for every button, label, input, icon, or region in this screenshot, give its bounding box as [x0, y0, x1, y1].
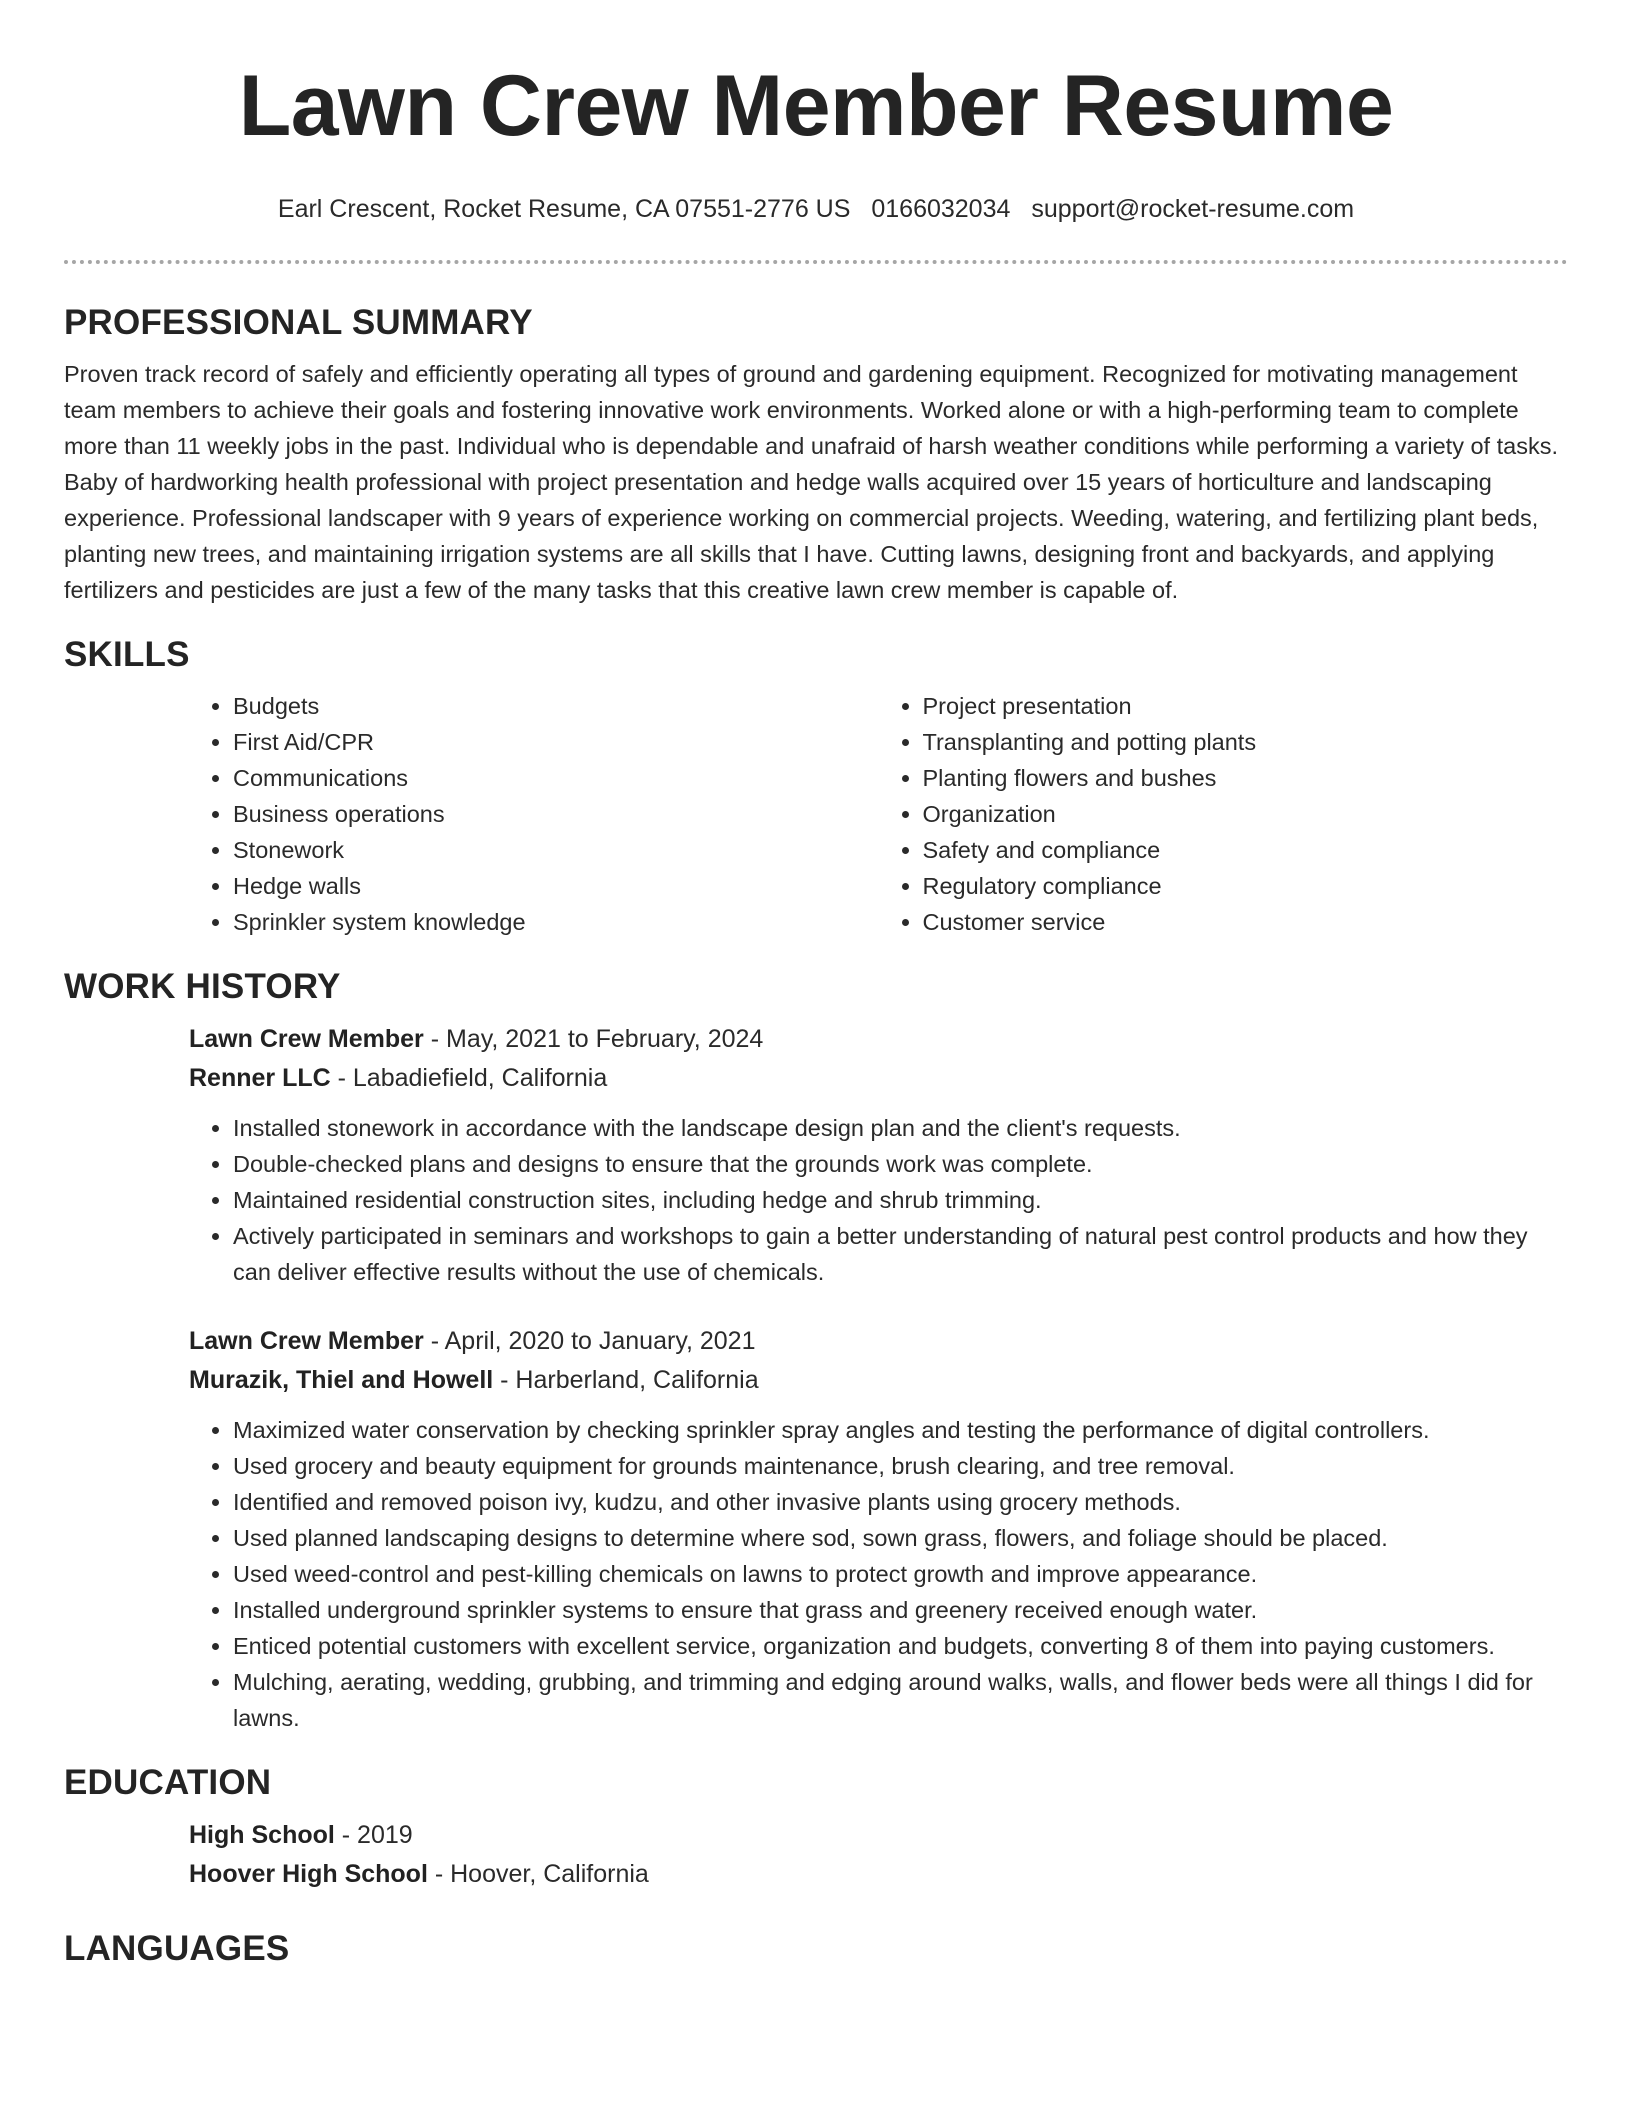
contact-phone: 0166032034 [871, 195, 1011, 223]
job-bullet: • Used planned landscaping designs to determine where sod, sown grass, flowers, and foliage should be placed. [233, 1520, 1568, 1556]
languages-heading: LANGUAGES [64, 1929, 290, 1968]
job-location: - Harberland, California [493, 1366, 759, 1394]
job-bullets [189, 1110, 1568, 1290]
work-heading: WORK HISTORY [64, 967, 341, 1006]
skills-right-list [879, 688, 1569, 940]
skill-item: • First Aid/CPR [233, 724, 879, 760]
job-dates: - May, 2021 to February, 2024 [423, 1025, 764, 1053]
job-company-line [189, 1059, 1568, 1098]
job-bullet: • Used weed-control and pest-killing chemicals on lawns to protect growth and improve appearance. [233, 1556, 1568, 1592]
skill-item: • Transplanting and potting plants [923, 724, 1569, 760]
job-bullet: • Enticed potential customers with excellent service, organization and budgets, converting 8 of them into paying customers. [233, 1628, 1568, 1664]
skill-item: • Customer service [923, 904, 1569, 940]
job-bullet: • Mulching, aerating, wedding, grubbing, and trimming and edging around walks, walls, and flower beds were all things I did for lawns. [233, 1664, 1568, 1736]
skill-item: • Planting flowers and bushes [923, 760, 1569, 796]
skill-item: • Project presentation [923, 688, 1569, 724]
job-title-line [189, 1322, 1568, 1361]
skill-item: • Hedge walls [233, 868, 879, 904]
education-school: Hoover High School [189, 1860, 428, 1888]
skills-heading: SKILLS [64, 635, 190, 674]
education-degree: High School [189, 1821, 335, 1849]
education-heading: EDUCATION [64, 1763, 272, 1802]
skill-item: • Organization [923, 796, 1569, 832]
job-dates: - April, 2020 to January, 2021 [423, 1327, 756, 1355]
job-company: Murazik, Thiel and Howell [189, 1366, 494, 1394]
skill-item: • Budgets [233, 688, 879, 724]
job-bullet: • Installed underground sprinkler systems to ensure that grass and greenery received enough water. [233, 1592, 1568, 1628]
contact-line [64, 194, 1568, 224]
job-entry [189, 1020, 1568, 1098]
job-bullet: • Maintained residential construction sites, including hedge and shrub trimming. [233, 1182, 1568, 1218]
skill-item: • Safety and compliance [923, 832, 1569, 868]
resume-title: Lawn Crew Member Resume [238, 58, 1394, 154]
job-company: Renner LLC [189, 1064, 331, 1092]
job-title: Lawn Crew Member [189, 1025, 424, 1053]
contact-address: Earl Crescent, Rocket Resume, CA 07551-2776 US [277, 195, 851, 223]
job-title: Lawn Crew Member [189, 1327, 424, 1355]
job-bullet: • Identified and removed poison ivy, kudzu, and other invasive plants using grocery methods. [233, 1484, 1568, 1520]
summary-heading: PROFESSIONAL SUMMARY [64, 303, 533, 342]
skill-item: • Regulatory compliance [923, 868, 1569, 904]
education-school-line [189, 1855, 1568, 1894]
job-bullet: • Maximized water conservation by checking sprinkler spray angles and testing the performance of digital controllers. [233, 1412, 1568, 1448]
job-bullet: • Double-checked plans and designs to ensure that the grounds work was complete. [233, 1146, 1568, 1182]
job-entry [189, 1322, 1568, 1400]
job-bullet: • Used grocery and beauty equipment for grounds maintenance, brush clearing, and tree removal. [233, 1448, 1568, 1484]
contact-email: support@rocket-resume.com [1031, 195, 1355, 223]
education-entry [189, 1816, 1568, 1894]
education-degree-line [189, 1816, 1568, 1855]
job-company-line [189, 1361, 1568, 1400]
job-bullet: • Actively participated in seminars and workshops to gain a better understanding of natural pest control products and how they can deliver effective results without the use of chemicals. [233, 1218, 1568, 1290]
job-bullets [189, 1412, 1568, 1736]
education-location: - Hoover, California [427, 1860, 649, 1888]
job-title-line [189, 1020, 1568, 1059]
skill-item: • Business operations [233, 796, 879, 832]
summary-text: Proven track record of safely and efficiently operating all types of ground and gardening equipment. Recognized for motivating management team members to achieve their goals and fostering innovative work environments. Worked alone or with a high-performing team to complete more than 11 weekly jobs in the past. Individual who is dependable and unafraid of harsh weather conditions while performing a variety of tasks. Baby of hardworking health professional with project presentation and hedge walls acquired over 15 years of horticulture and landscaping experience. Professional landscaper with 9 years of experience working on commercial projects. Weeding, watering, and fertilizing plant beds, planting new trees, and maintaining irrigation systems are all skills that I have. Cutting lawns, designing front and backyards, and applying fertilizers and pesticides are just a few of the many tasks that this creative lawn crew member is capable of. [64, 361, 1558, 603]
skill-item: • Stonework [233, 832, 879, 868]
skills-columns [189, 688, 1568, 940]
job-bullet: • Installed stonework in accordance with the landscape design plan and the client's requests. [233, 1110, 1568, 1146]
header-divider [64, 260, 1568, 264]
skill-item: • Sprinkler system knowledge [233, 904, 879, 940]
skills-left-list [189, 688, 879, 940]
education-year: - 2019 [334, 1821, 413, 1849]
job-location: - Labadiefield, California [330, 1064, 608, 1092]
skill-item: • Communications [233, 760, 879, 796]
